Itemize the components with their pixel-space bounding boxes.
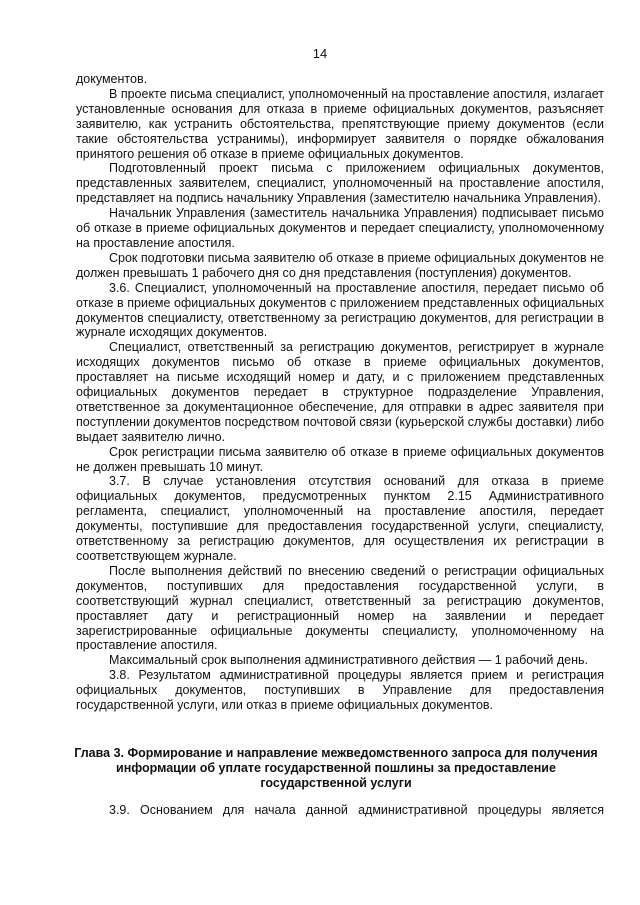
chapter-heading: Глава 3. Формирование и направление межведомственного запроса для получения информации об уплате государственной пошлины за предоставление государственной услуги <box>74 746 598 790</box>
page-number: 14 <box>312 46 328 61</box>
paragraph-3-7: 3.7. В случае установления отсутствия оснований для отказа в приеме официальных документов, предусмотренных пунктом 2.15 Административного регламента, специалист, уполномоченный на проставление апостиля, передает документы, поступившие для предоставления государственной услуги, специалисту, ответственному за регистрацию документов, для осуществления их регистрации в соответствующем журнале. <box>76 474 604 563</box>
paragraph: Срок регистрации письма заявителю об отказе в приеме официальных документов не должен превышать 10 минут. <box>76 444 604 474</box>
body-text <box>76 72 604 713</box>
paragraph: Максимальный срок выполнения административного действия — 1 рабочий день. <box>109 653 588 668</box>
paragraph: После выполнения действий по внесению сведений о регистрации официальных документов, поступивших для предоставления государственной услуги, в соответствующий журнал специалист, ответственный за регистрацию документов, проставляет дату и регистрационный номер на заявлении и передает зарегистрированные официальные документы специалисту, уполномоченному на проставление апостиля. <box>76 563 604 653</box>
body-text-bottom <box>76 803 604 818</box>
paragraph-3-8: 3.8. Результатом административной процедуры является прием и регистрация официальных документов, поступивших в Управление для предоставления государственной услуги, или отказ в приеме официальных документов. <box>76 668 604 713</box>
paragraph: Специалист, ответственный за регистрацию документов, регистрирует в журнале исходящих документов письмо об отказе в приеме официальных документов, проставляет на письме исходящий номер и дату, и с приложением представленных официальных документов передает в структурное подразделение Управления, ответственное за документационное обеспечение, для отправки в адрес заявителя при поступлении документов посредством почтовой связи (курьерской службы доставки) либо выдает заявителю лично. <box>76 340 604 444</box>
paragraph: Подготовленный проект письма с приложением официальных документов, представленных заявителем, специалист, уполномоченный на проставление апостиля, представляет на подпись начальнику Управления (заместителю начальника Управления). <box>76 161 604 206</box>
paragraph-continuation: документов. <box>76 72 148 86</box>
paragraph-3-9: 3.9. Основанием для начала данной административной процедуры является <box>109 803 604 817</box>
paragraph-3-6: 3.6. Специалист, уполномоченный на проставление апостиля, передает письмо об отказе в приеме официальных документов с приложением представленных официальных документов специалисту, ответственному за регистрацию документов, для регистрации в журнале исходящих документов. <box>76 280 604 340</box>
paragraph: В проекте письма специалист, уполномоченный на проставление апостиля, излагает установленные основания для отказа в приеме официальных документов, разъясняет заявителю, как устранить обстоятельства, препятствующие приему документов (если такие обстоятельства устранимы), информирует заявителя о порядке обжалования принятого решения об отказе в приеме официальных документов. <box>76 86 604 161</box>
paragraph: Срок подготовки письма заявителю об отказе в приеме официальных документов не должен превышать 1 рабочего дня со дня представления (поступления) документов. <box>76 250 604 280</box>
paragraph: Начальник Управления (заместитель начальника Управления) подписывает письмо об отказе в приеме официальных документов и передает специалисту, уполномоченному на проставление апостиля. <box>76 206 604 250</box>
